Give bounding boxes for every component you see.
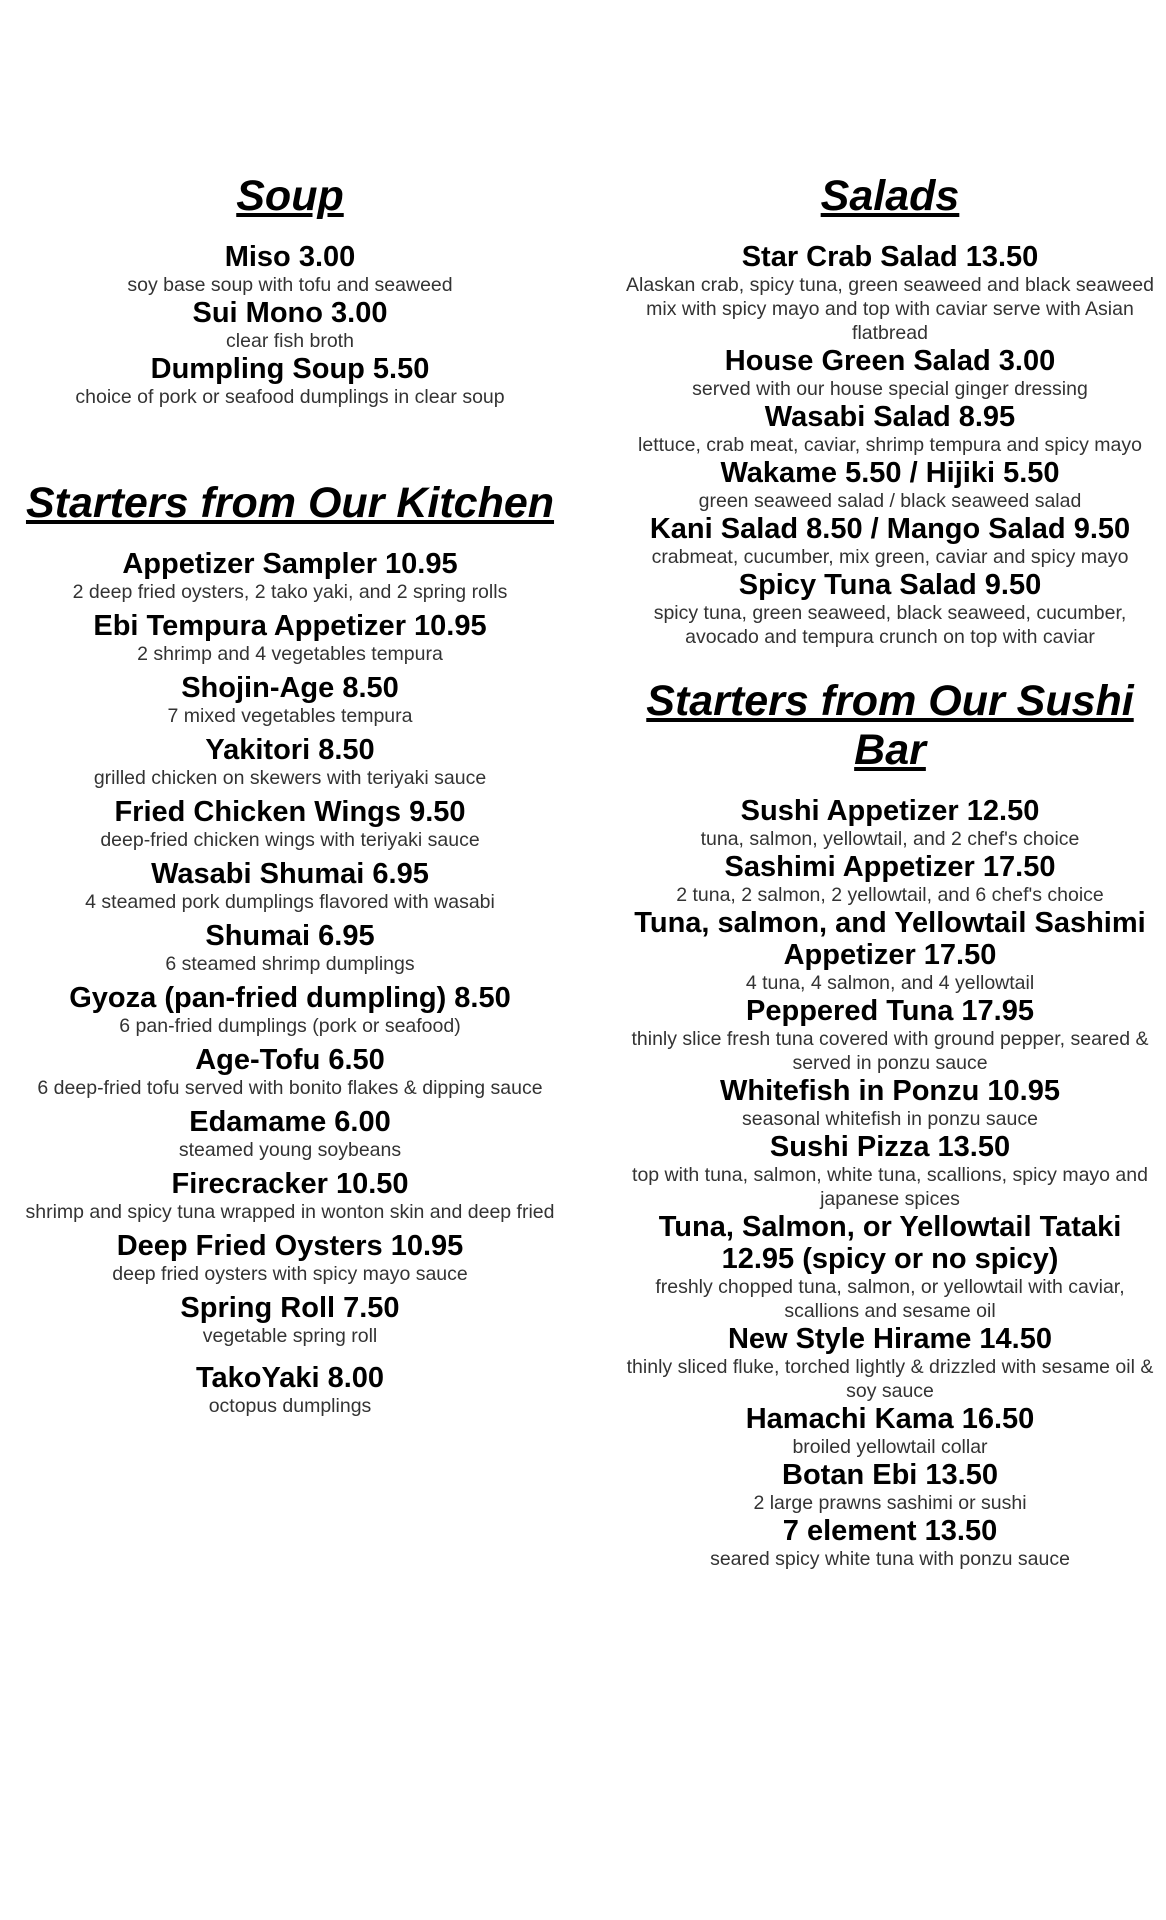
item-description: green seaweed salad / black seaweed salad <box>698 490 1082 512</box>
item-name: Kani Salad 8.50 / Mango Salad 9.50 <box>649 513 1131 545</box>
item-name: House Green Salad 3.00 <box>724 345 1056 377</box>
item-name: Wakame 5.50 / Hijiki 5.50 <box>720 457 1060 489</box>
item-name: Age-Tofu 6.50 <box>195 1044 385 1076</box>
item-description: 2 deep fried oysters, 2 tako yaki, and 2 spring rolls <box>72 581 508 603</box>
menu-item <box>20 297 560 353</box>
menu-item <box>620 1075 1160 1131</box>
item-description: 2 shrimp and 4 vegetables tempura <box>137 643 443 665</box>
menu-item <box>20 1106 560 1162</box>
item-description: top with tuna, salmon, white tuna, scallions, spicy mayo and japanese spices <box>632 1164 1148 1210</box>
left-column <box>20 172 560 1424</box>
salads-section <box>620 241 1160 649</box>
menu-item <box>620 241 1160 345</box>
item-description: choice of pork or seafood dumplings in clear soup <box>75 386 505 408</box>
menu-item <box>20 548 560 604</box>
menu-item <box>620 1403 1160 1459</box>
item-description: served with our house special ginger dressing <box>692 378 1088 400</box>
menu-item <box>20 610 560 666</box>
item-name: Spicy Tuna Salad 9.50 <box>738 569 1042 601</box>
item-name: Ebi Tempura Appetizer 10.95 <box>93 610 487 642</box>
item-name: Whitefish in Ponzu 10.95 <box>720 1075 1060 1107</box>
item-description: 6 steamed shrimp dumplings <box>165 953 415 975</box>
menu-item <box>620 1211 1160 1323</box>
item-name: Gyoza (pan-fried dumpling) 8.50 <box>69 982 511 1014</box>
menu-item <box>620 907 1160 995</box>
item-description: Alaskan crab, spicy tuna, green seaweed and black seaweed mix with spicy mayo and top with caviar serve with Asian flatbread <box>626 274 1154 344</box>
item-description: spicy tuna, green seaweed, black seaweed, cucumber, avocado and tempura crunch on top with caviar <box>653 602 1127 648</box>
item-description: deep fried oysters with spicy mayo sauce <box>112 1263 468 1285</box>
item-name: Yakitori 8.50 <box>205 734 375 766</box>
item-description: thinly sliced fluke, torched lightly & drizzled with sesame oil & soy sauce <box>626 1356 1154 1402</box>
item-description: soy base soup with tofu and seaweed <box>127 274 453 296</box>
menu-item <box>20 734 560 790</box>
item-description: 6 deep-fried tofu served with bonito flakes & dipping sauce <box>37 1077 543 1099</box>
item-name: Shojin-Age 8.50 <box>181 672 399 704</box>
menu-item <box>20 353 560 409</box>
soup-section <box>20 241 560 409</box>
item-description: octopus dumplings <box>208 1395 372 1417</box>
menu-item <box>20 1362 560 1418</box>
menu-item <box>620 851 1160 907</box>
menu-item <box>20 858 560 914</box>
item-description: seasonal whitefish in ponzu sauce <box>742 1108 1038 1130</box>
item-name: Edamame 6.00 <box>189 1106 391 1138</box>
item-name: Hamachi Kama 16.50 <box>745 1403 1035 1435</box>
item-description: steamed young soybeans <box>178 1139 402 1161</box>
menu-item <box>620 1323 1160 1403</box>
item-name: Sashimi Appetizer 17.50 <box>724 851 1056 883</box>
item-name: Firecracker 10.50 <box>171 1168 409 1200</box>
item-name: Star Crab Salad 13.50 <box>741 241 1039 273</box>
menu-item <box>620 995 1160 1075</box>
item-description: shrimp and spicy tuna wrapped in wonton skin and deep fried <box>25 1201 555 1223</box>
item-description: deep-fried chicken wings with teriyaki sauce <box>100 829 480 851</box>
sushi-bar-section-title: Starters from Our Sushi Bar <box>646 677 1134 774</box>
item-description: freshly chopped tuna, salmon, or yellowtail with caviar, scallions and sesame oil <box>655 1276 1125 1322</box>
item-description: lettuce, crab meat, caviar, shrimp tempura and spicy mayo <box>638 434 1142 456</box>
menu-item <box>20 1292 560 1348</box>
item-description: 7 mixed vegetables tempura <box>167 705 413 727</box>
item-name: Wasabi Shumai 6.95 <box>151 858 429 890</box>
item-name: Spring Roll 7.50 <box>180 1292 400 1324</box>
menu-item <box>620 401 1160 457</box>
item-description: 4 tuna, 4 salmon, and 4 yellowtail <box>745 972 1035 994</box>
item-description: seared spicy white tuna with ponzu sauce <box>710 1548 1070 1570</box>
item-name: Deep Fried Oysters 10.95 <box>116 1230 464 1262</box>
menu-item <box>20 796 560 852</box>
menu-item <box>620 569 1160 649</box>
menu-item <box>20 1230 560 1286</box>
item-name: Sui Mono 3.00 <box>192 297 388 329</box>
item-description: tuna, salmon, yellowtail, and 2 chef's choice <box>700 828 1080 850</box>
right-column <box>620 172 1160 1571</box>
item-description: clear fish broth <box>226 330 354 352</box>
item-name: New Style Hirame 14.50 <box>727 1323 1052 1355</box>
item-description: thinly slice fresh tuna covered with ground pepper, seared & served in ponzu sauce <box>631 1028 1149 1074</box>
menu-item <box>20 241 560 297</box>
menu-item <box>620 1459 1160 1515</box>
item-name: Miso 3.00 <box>224 241 356 273</box>
menu-item <box>20 1044 560 1100</box>
item-description: 2 large prawns sashimi or sushi <box>753 1492 1027 1514</box>
menu-item <box>20 672 560 728</box>
menu-item <box>620 513 1160 569</box>
item-name: Appetizer Sampler 10.95 <box>122 548 458 580</box>
menu-item <box>20 1168 560 1224</box>
item-name: Sushi Appetizer 12.50 <box>740 795 1040 827</box>
item-name: TakoYaki 8.00 <box>195 1362 385 1394</box>
menu-item <box>20 982 560 1038</box>
item-description: broiled yellowtail collar <box>792 1436 988 1458</box>
kitchen-section-title: Starters from Our Kitchen <box>25 479 555 527</box>
item-name: Tuna, salmon, and Yellowtail Sashimi Appetizer 17.50 <box>634 907 1146 971</box>
item-description: 2 tuna, 2 salmon, 2 yellowtail, and 6 chef's choice <box>676 884 1104 906</box>
menu-item <box>620 1131 1160 1211</box>
item-name: 7 element 13.50 <box>782 1515 998 1547</box>
item-name: Wasabi Salad 8.95 <box>764 401 1016 433</box>
item-description: 4 steamed pork dumplings flavored with wasabi <box>85 891 495 913</box>
item-description: vegetable spring roll <box>202 1325 378 1347</box>
item-name: Botan Ebi 13.50 <box>782 1459 998 1491</box>
item-name: Fried Chicken Wings 9.50 <box>114 796 466 828</box>
salads-section-title: Salads <box>820 172 960 220</box>
menu-item <box>620 795 1160 851</box>
item-name: Dumpling Soup 5.50 <box>150 353 430 385</box>
item-name: Peppered Tuna 17.95 <box>746 995 1034 1027</box>
soup-section-title: Soup <box>236 172 344 220</box>
item-name: Tuna, Salmon, or Yellowtail Tataki 12.95 (spicy or no spicy) <box>658 1211 1122 1275</box>
item-name: Shumai 6.95 <box>205 920 375 952</box>
item-description: grilled chicken on skewers with teriyaki sauce <box>93 767 487 789</box>
menu-item <box>20 920 560 976</box>
menu-item <box>620 345 1160 401</box>
menu-item <box>620 1515 1160 1571</box>
item-description: 6 pan-fried dumplings (pork or seafood) <box>119 1015 461 1037</box>
sushi-bar-section <box>620 795 1160 1571</box>
item-name: Sushi Pizza 13.50 <box>769 1131 1011 1163</box>
kitchen-section <box>20 548 560 1418</box>
item-description: crabmeat, cucumber, mix green, caviar and spicy mayo <box>651 546 1129 568</box>
menu-item <box>620 457 1160 513</box>
